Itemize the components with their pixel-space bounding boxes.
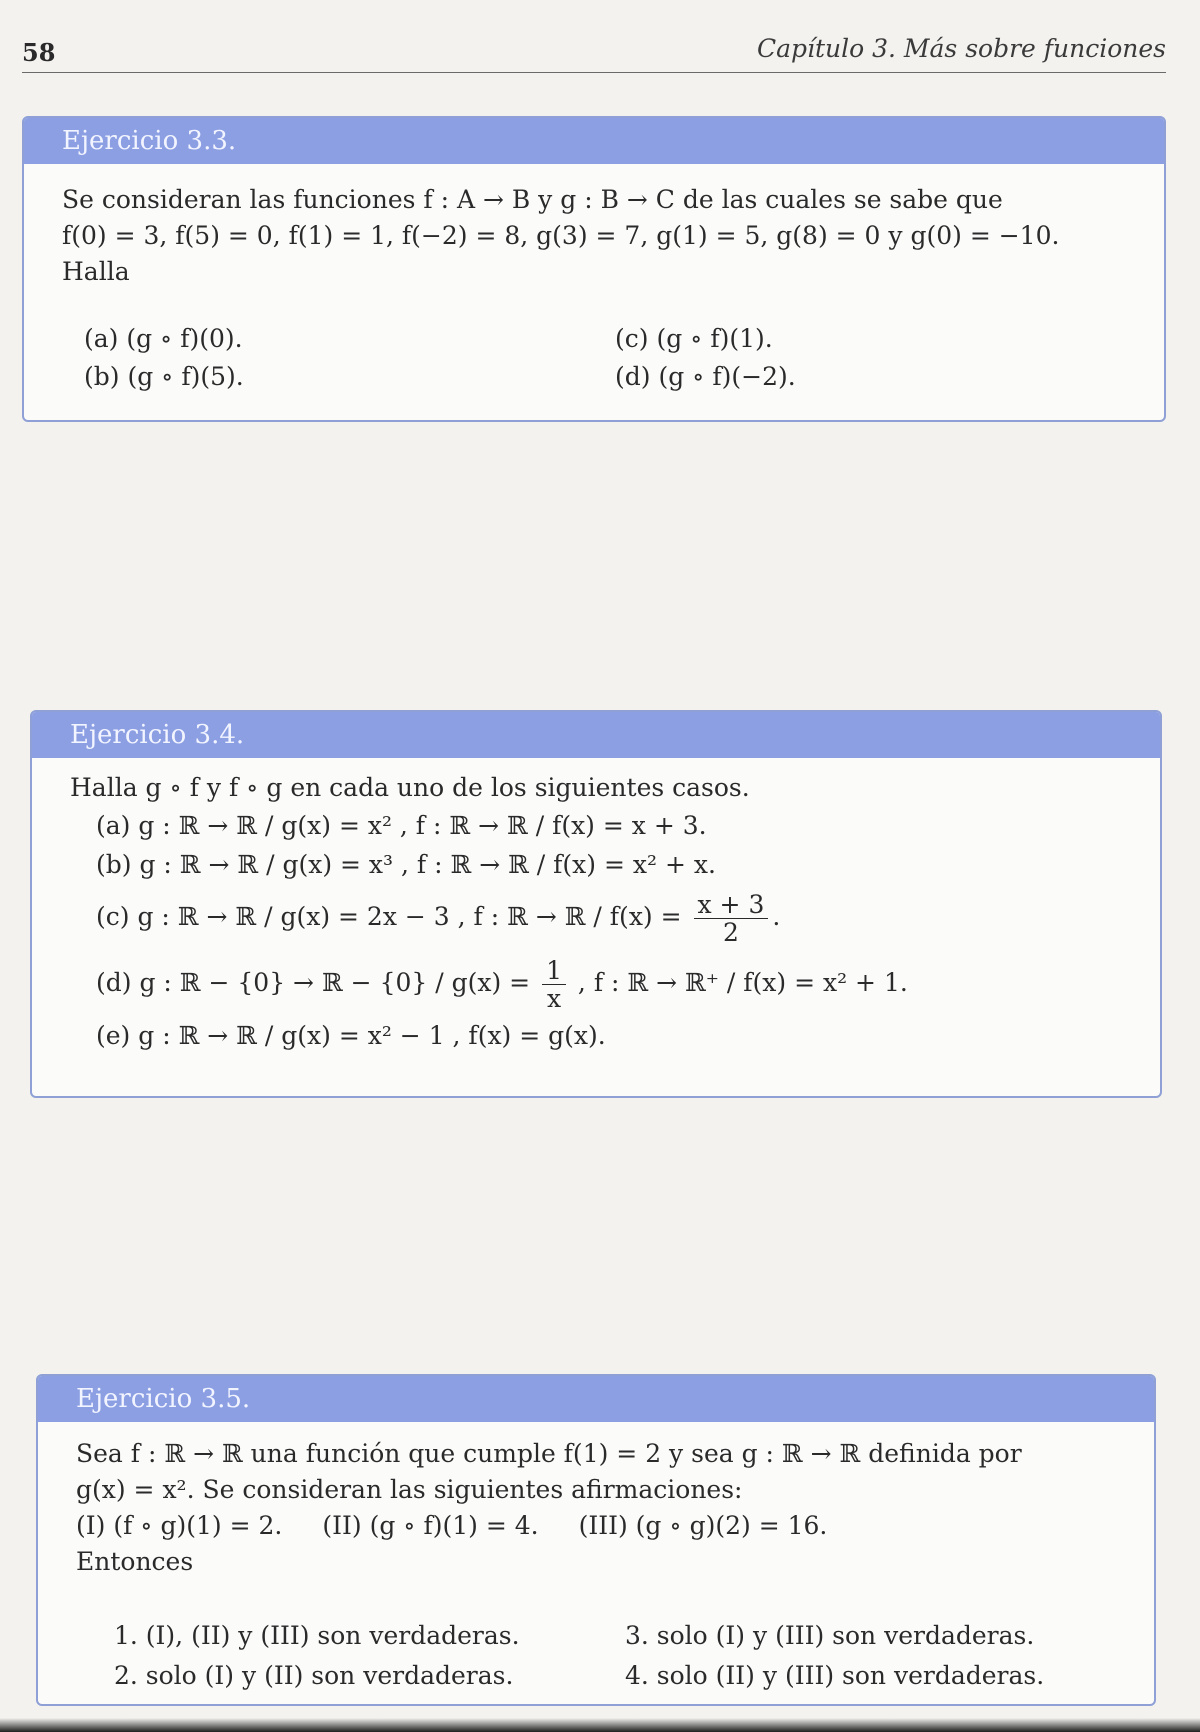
item-d-suffix: , f : ℝ → ℝ⁺ / f(x) = x² + 1. — [577, 968, 908, 997]
header-rule — [22, 72, 1166, 73]
fraction-numerator: 1 — [542, 957, 566, 985]
exercise-3-3-title: Ejercicio 3.3. — [24, 118, 1164, 164]
fraction-denominator: 2 — [722, 918, 739, 947]
claim-iii: (III) (g ∘ g)(2) = 16. — [578, 1511, 828, 1540]
option-1: 1. (I), (II) y (III) son verdaderas. — [114, 1621, 520, 1650]
exercise-item-b: (b) g : ℝ → ℝ / g(x) = x³ , f : ℝ → ℝ / f(x) = x² + x. — [96, 850, 716, 879]
fraction-denominator: x — [546, 984, 562, 1013]
exercise-3-4-statement: Halla g ∘ f y f ∘ g en cada uno de los siguientes casos. — [70, 773, 750, 802]
exercise-item-d — [96, 950, 1122, 1016]
binding-shadow — [0, 1718, 1200, 1732]
exercise-3-3-box — [22, 116, 1166, 422]
exercise-3-3-statement — [62, 182, 1126, 290]
exercise-item-e: (e) g : ℝ → ℝ / g(x) = x² − 1 , f(x) = g(x). — [96, 1021, 606, 1050]
item-c-suffix: . — [772, 902, 781, 931]
exercise-item-d: (d) (g ∘ f)(−2). — [615, 362, 796, 391]
exercise-item-c — [96, 884, 1122, 950]
exercise-3-4-box — [30, 710, 1162, 1098]
statement-line: Halla — [62, 257, 130, 286]
exercise-3-4-title: Ejercicio 3.4. — [32, 712, 1160, 758]
statement-line: Se consideran las funciones f : A → B y g : B → C de las cuales se sabe que — [62, 185, 1003, 214]
statement-line: Sea f : ℝ → ℝ una función que cumple f(1) = 2 y sea g : ℝ → ℝ definida por — [76, 1439, 1022, 1468]
exercise-item-b: (b) (g ∘ f)(5). — [84, 362, 244, 391]
exercise-3-5-body — [38, 1436, 1154, 1696]
fraction-x-plus-3-over-2 — [694, 891, 769, 946]
exercise-3-3-body — [24, 182, 1164, 396]
exercise-3-4-body — [32, 770, 1160, 1055]
option-2: 2. solo (I) y (II) son verdaderas. — [114, 1661, 514, 1690]
option-4: 4. solo (II) y (III) son verdaderas. — [625, 1661, 1045, 1690]
fraction-numerator: x + 3 — [694, 891, 769, 919]
statement-line: Entonces — [76, 1547, 194, 1576]
exercise-item-c: (c) (g ∘ f)(1). — [615, 324, 773, 353]
exercise-3-3-items — [62, 320, 1126, 396]
fraction-1-over-x — [542, 957, 566, 1012]
option-3: 3. solo (I) y (III) son verdaderas. — [625, 1621, 1035, 1650]
exercise-item-a: (a) (g ∘ f)(0). — [84, 324, 243, 353]
statement-line: f(0) = 3, f(5) = 0, f(1) = 1, f(−2) = 8, g(3) = 7, g(1) = 5, g(8) = 0 y g(0) = −10. — [62, 221, 1060, 250]
item-d-text: (d) g : ℝ − {0} → ℝ − {0} / g(x) = — [96, 968, 531, 997]
claim-i: (I) (f ∘ g)(1) = 2. — [76, 1511, 283, 1540]
claim-ii: (II) (g ∘ f)(1) = 4. — [322, 1511, 539, 1540]
exercise-item-a: (a) g : ℝ → ℝ / g(x) = x² , f : ℝ → ℝ / f(x) = x + 3. — [96, 811, 707, 840]
exercise-3-4-items — [70, 806, 1122, 1055]
chapter-title: Capítulo 3. Más sobre funciones — [756, 34, 1166, 63]
claims-row — [76, 1508, 1116, 1544]
statement-line: g(x) = x². Se consideran las siguientes afirmaciones: — [76, 1475, 743, 1504]
exercise-3-5-options — [76, 1616, 1116, 1696]
exercise-3-5-box — [36, 1374, 1156, 1706]
page-number: 58 — [22, 38, 56, 67]
exercise-3-5-title: Ejercicio 3.5. — [38, 1376, 1154, 1422]
exercise-3-5-statement — [76, 1436, 1116, 1580]
item-c-text: (c) g : ℝ → ℝ / g(x) = 2x − 3 , f : ℝ → ℝ / f(x) = — [96, 902, 682, 931]
